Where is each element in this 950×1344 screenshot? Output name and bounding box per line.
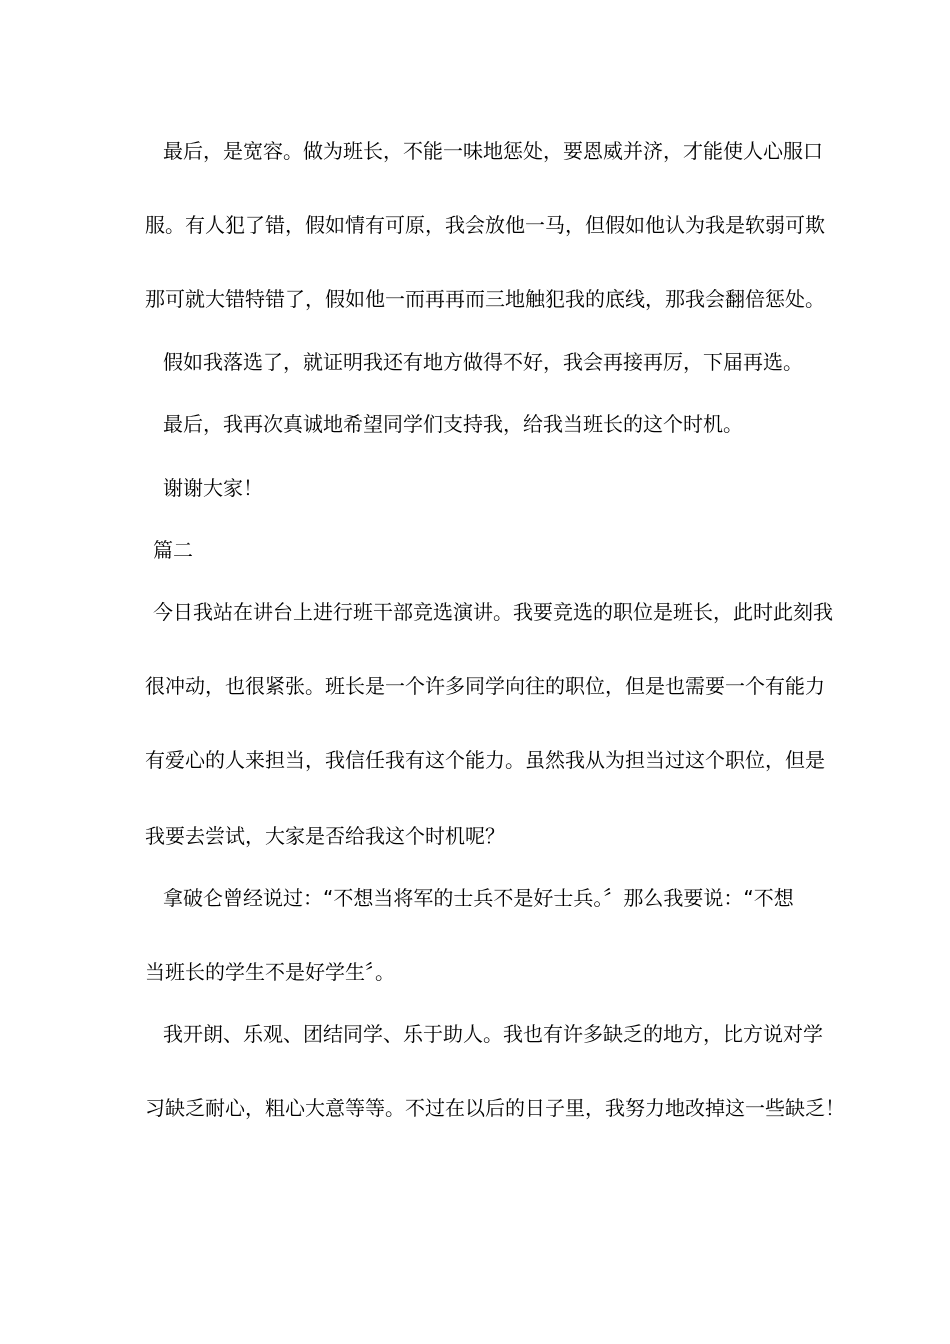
text-line: 有爱心的人来担当，我信任我有这个能力。虽然我从为担当过这个职位，但是 <box>145 748 825 772</box>
text-line: 我开朗、乐观、团结同学、乐于助人。我也有许多缺乏的地方，比方说对学 <box>163 1022 823 1046</box>
text-line: 我要去尝试，大家是否给我这个时机呢？ <box>145 824 505 848</box>
text-line: 习缺乏耐心，粗心大意等等。不过在以后的日子里，我努力地改掉这一些缺乏！ <box>145 1096 845 1120</box>
section-heading: 篇二 <box>153 538 193 562</box>
text-line: 谢谢大家！ <box>163 476 263 500</box>
text-line: 那可就大错特错了，假如他一而再再而三地触犯我的底线，那我会翻倍惩处。 <box>145 287 825 311</box>
text-line: 假如我落选了，就证明我还有地方做得不好，我会再接再厉，下届再选。 <box>163 350 803 374</box>
text-line: 服。有人犯了错，假如情有可原，我会放他一马，但假如他认为我是软弱可欺 <box>145 213 825 237</box>
text-line: 最后，是宽容。做为班长，不能一味地惩处，要恩威并济，才能使人心服口 <box>163 139 823 163</box>
text-line: 今日我站在讲台上进行班干部竞选演讲。我要竞选的职位是班长，此时此刻我 <box>153 600 833 624</box>
text-line: 当班长的学生不是好学生〞。 <box>145 960 395 984</box>
text-line: 最后，我再次真诚地希望同学们支持我，给我当班长的这个时机。 <box>163 412 743 436</box>
text-line: 拿破仑曾经说过：“不想当将军的士兵不是好士兵。〞那么我要说：“不想 <box>163 886 794 910</box>
text-line: 很冲动，也很紧张。班长是一个许多同学向往的职位，但是也需要一个有能力 <box>145 674 825 698</box>
